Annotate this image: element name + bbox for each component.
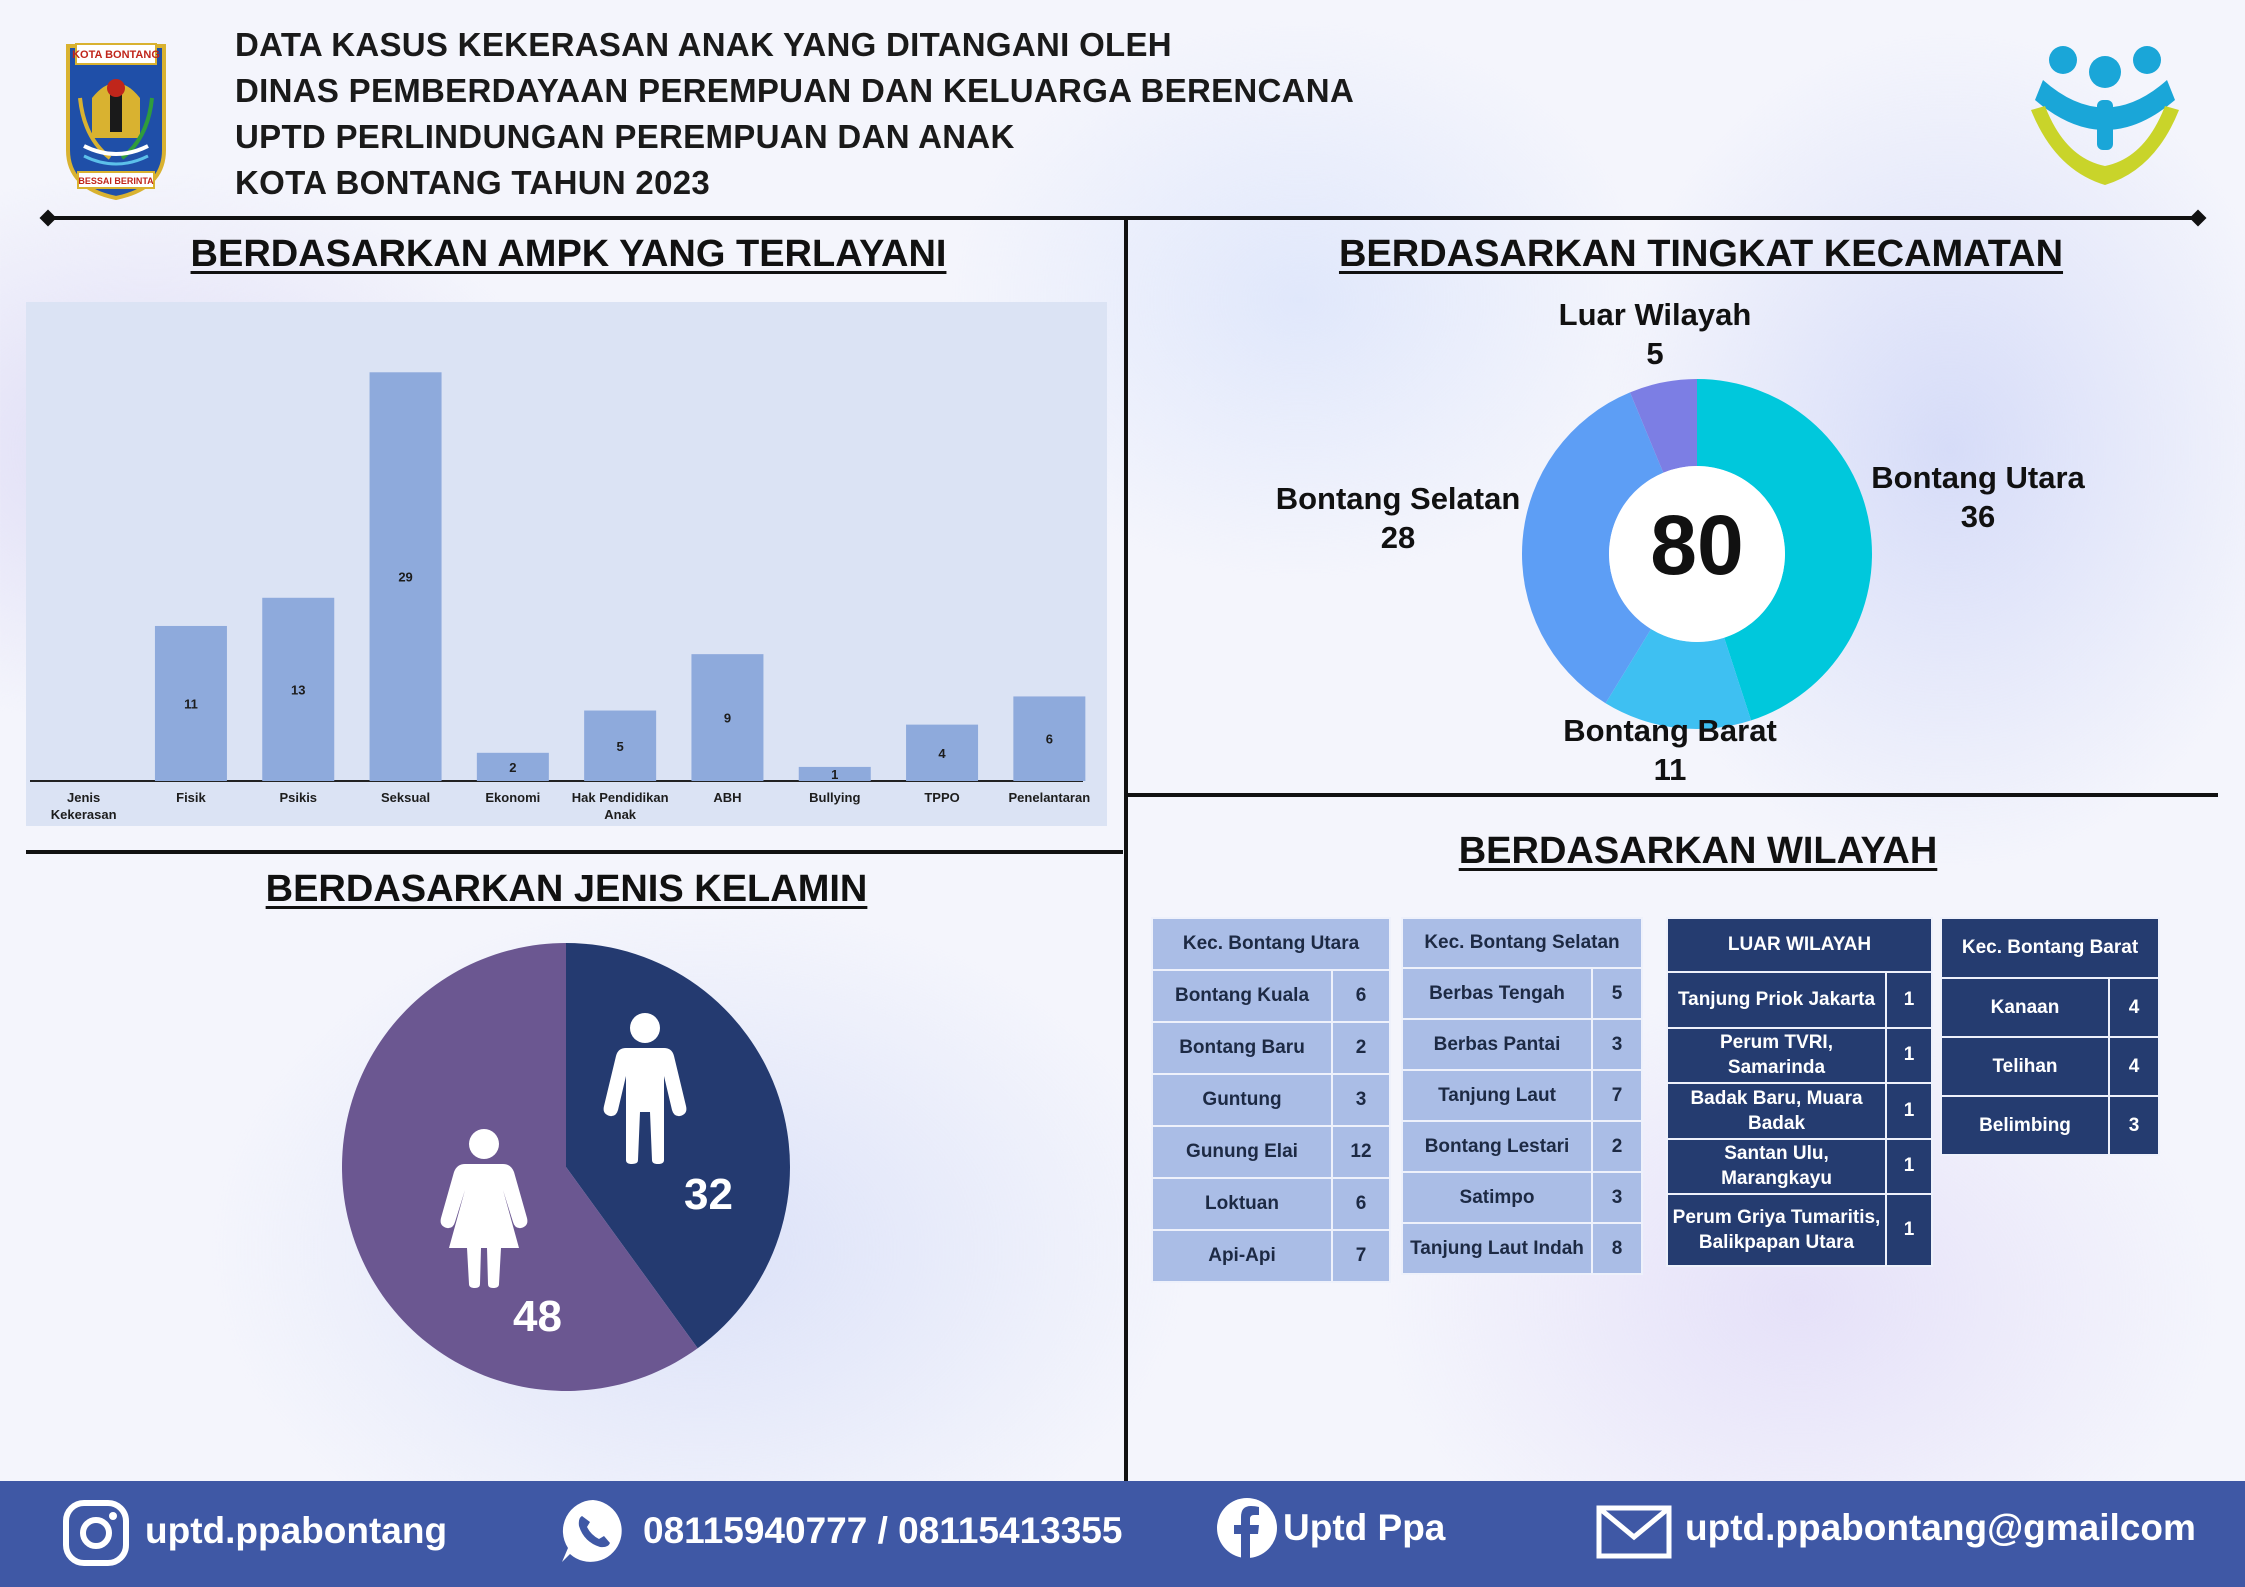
location-name: Tanjung Priok Jakarta xyxy=(1667,972,1886,1028)
case-count: 6 xyxy=(1332,970,1390,1022)
donut-label-value: 36 xyxy=(1960,499,1996,534)
tick-label: TPPO xyxy=(924,790,960,805)
divider-diamond-left xyxy=(40,210,57,227)
table-bontang-barat xyxy=(1940,917,2160,1156)
case-count: 1 xyxy=(1886,1083,1932,1139)
section-title-kelamin: BERDASARKAN JENIS KELAMIN xyxy=(265,868,868,910)
location-name: Tanjung Laut xyxy=(1402,1070,1592,1121)
case-count: 3 xyxy=(1592,1172,1642,1223)
data-label: 9 xyxy=(723,710,732,726)
table-row xyxy=(1402,968,1642,1019)
donut-label-text: Bontang Selatan xyxy=(1275,481,1521,516)
location-name: Berbas Pantai xyxy=(1402,1019,1592,1070)
section-title-wilayah: BERDASARKAN WILAYAH xyxy=(1458,830,1938,872)
header-divider xyxy=(48,216,2198,220)
case-count: 1 xyxy=(1886,1139,1932,1195)
data-label: 13 xyxy=(291,682,306,698)
location-name: Gunung Elai xyxy=(1152,1126,1332,1178)
table-row xyxy=(1152,1230,1390,1282)
location-name: Satimpo xyxy=(1402,1172,1592,1223)
gender-pie-chart xyxy=(341,942,791,1392)
table-row xyxy=(1402,1070,1642,1121)
table-row xyxy=(1667,1139,1932,1195)
header-line-2: DINAS PEMBERDAYAAN PEREMPUAN DAN KELUARGA BERENCANA xyxy=(235,72,1355,109)
male-count: 32 xyxy=(684,1170,733,1219)
case-count: 2 xyxy=(1592,1121,1642,1172)
mail-icon[interactable] xyxy=(1596,1505,1672,1559)
location-name: Guntung xyxy=(1152,1074,1332,1126)
ampk-bar-chart xyxy=(26,302,1107,826)
tick-label: Hak Pendidikan xyxy=(571,790,669,805)
tick-label: Jenis xyxy=(67,790,101,805)
tick-label: Bullying xyxy=(809,790,861,805)
case-count: 4 xyxy=(2109,978,2159,1037)
location-name: Santan Ulu, Marangkayu xyxy=(1667,1139,1886,1195)
tick-label: Kekerasan xyxy=(50,807,117,822)
facebook-icon[interactable] xyxy=(1215,1496,1279,1560)
location-name: Loktuan xyxy=(1152,1178,1332,1230)
header-line-1: DATA KASUS KEKERASAN ANAK YANG DITANGANI OLEH xyxy=(235,26,1172,63)
data-label: 5 xyxy=(616,738,624,754)
donut-total: 80 xyxy=(1650,498,1744,592)
table-row xyxy=(1667,972,1932,1028)
uptd-ppa-logo xyxy=(2025,40,2185,190)
table-header: Kec. Bontang Utara xyxy=(1152,918,1390,970)
case-count: 1 xyxy=(1886,972,1932,1028)
right-horizontal-divider xyxy=(1128,793,2218,797)
footer-instagram[interactable]: uptd.ppabontang xyxy=(145,1510,448,1551)
data-label: 2 xyxy=(509,759,517,775)
header-line-3: UPTD PERLINDUNGAN PEREMPUAN DAN ANAK xyxy=(235,118,1015,155)
location-name: Perum TVRI, Samarinda xyxy=(1667,1028,1886,1084)
table-row xyxy=(1402,1172,1642,1223)
table-row xyxy=(1152,970,1390,1022)
case-count: 1 xyxy=(1886,1028,1932,1084)
table-luar-wilayah xyxy=(1666,917,1933,1267)
footer-phone[interactable]: 08115940777 / 08115413355 xyxy=(643,1510,1123,1551)
location-name: Bontang Kuala xyxy=(1152,970,1332,1022)
kota-bontang-emblem xyxy=(62,38,170,200)
section-title-kecamatan: BERDASARKAN TINGKAT KECAMATAN xyxy=(1338,233,2064,275)
table-row xyxy=(1941,978,2159,1037)
case-count: 4 xyxy=(2109,1037,2159,1096)
case-count: 5 xyxy=(1592,968,1642,1019)
tick-label: Ekonomi xyxy=(485,790,541,805)
table-row xyxy=(1402,1121,1642,1172)
table-row xyxy=(1667,1083,1932,1139)
tick-label: Fisik xyxy=(176,790,206,805)
tick-label: ABH xyxy=(713,790,742,805)
donut-label-value: 5 xyxy=(1646,336,1664,371)
donut-label-bontang-utara xyxy=(1860,458,2096,536)
table-row xyxy=(1402,1223,1642,1274)
tick-label: Penelantaran xyxy=(1008,790,1091,805)
table-row xyxy=(1152,1126,1390,1178)
tick-label: Psikis xyxy=(279,790,318,805)
data-label: 4 xyxy=(938,745,946,761)
location-name: Perum Griya Tumaritis, Balikpapan Utara xyxy=(1667,1194,1886,1266)
table-row xyxy=(1667,1194,1932,1266)
donut-label-value: 28 xyxy=(1380,520,1416,555)
girl-icon xyxy=(437,1128,531,1288)
divider-diamond-right xyxy=(2190,210,2207,227)
table-row xyxy=(1667,1028,1932,1084)
table-row xyxy=(1152,1022,1390,1074)
case-count: 8 xyxy=(1592,1223,1642,1274)
svg-text:KOTA BONTANG: KOTA BONTANG xyxy=(72,49,160,61)
table-header: Kec. Bontang Selatan xyxy=(1402,918,1642,968)
whatsapp-icon[interactable] xyxy=(558,1496,628,1566)
tick-label: Seksual xyxy=(380,790,431,805)
female-count: 48 xyxy=(513,1292,562,1341)
boy-icon xyxy=(600,1012,690,1164)
table-row xyxy=(1152,1178,1390,1230)
location-name: Telihan xyxy=(1941,1037,2109,1096)
location-name: Bontang Baru xyxy=(1152,1022,1332,1074)
table-row xyxy=(1941,1037,2159,1096)
table-header: Kec. Bontang Barat xyxy=(1941,918,2159,978)
header-line-4: KOTA BONTANG TAHUN 2023 xyxy=(235,164,711,201)
table-bontang-selatan xyxy=(1401,917,1643,1275)
location-name: Berbas Tengah xyxy=(1402,968,1592,1019)
location-name: Belimbing xyxy=(1941,1096,2109,1155)
case-count: 7 xyxy=(1592,1070,1642,1121)
tick-label: Anak xyxy=(604,807,637,822)
donut-label-luar-wilayah xyxy=(1540,295,1770,373)
footer-email[interactable]: uptd.ppabontang@gmailcom xyxy=(1685,1507,2196,1548)
donut-label-text: Bontang Utara xyxy=(1871,460,2085,495)
location-name: Bontang Lestari xyxy=(1402,1121,1592,1172)
case-count: 7 xyxy=(1332,1230,1390,1282)
location-name: Tanjung Laut Indah xyxy=(1402,1223,1592,1274)
donut-label-bontang-selatan xyxy=(1268,479,1528,557)
case-count: 1 xyxy=(1886,1194,1932,1266)
data-label: 29 xyxy=(398,569,413,585)
data-label: 6 xyxy=(1045,731,1053,747)
location-name: Api-Api xyxy=(1152,1230,1332,1282)
table-row xyxy=(1402,1019,1642,1070)
donut-label-value: 11 xyxy=(1653,752,1687,787)
donut-label-text: Bontang Barat xyxy=(1563,713,1777,748)
case-count: 3 xyxy=(1592,1019,1642,1070)
donut-label-bontang-barat xyxy=(1555,711,1785,789)
donut-label-text: Luar Wilayah xyxy=(1558,297,1752,332)
table-bontang-utara xyxy=(1151,917,1391,1283)
left-horizontal-divider xyxy=(26,850,1123,854)
data-label: 1 xyxy=(831,766,839,782)
table-row xyxy=(1941,1096,2159,1155)
data-label: 11 xyxy=(184,696,198,712)
footer-facebook[interactable]: Uptd Ppa xyxy=(1283,1507,1446,1548)
table-row xyxy=(1152,1074,1390,1126)
instagram-icon[interactable] xyxy=(62,1499,130,1567)
case-count: 12 xyxy=(1332,1126,1390,1178)
location-name: Kanaan xyxy=(1941,978,2109,1037)
section-title-ampk: BERDASARKAN AMPK YANG TERLAYANI xyxy=(190,233,947,275)
case-count: 3 xyxy=(1332,1074,1390,1126)
case-count: 6 xyxy=(1332,1178,1390,1230)
case-count: 3 xyxy=(2109,1096,2159,1155)
table-header: LUAR WILAYAH xyxy=(1667,918,1932,972)
location-name: Badak Baru, Muara Badak xyxy=(1667,1083,1886,1139)
case-count: 2 xyxy=(1332,1022,1390,1074)
svg-text:BESSAI BERINTA: BESSAI BERINTA xyxy=(78,176,154,186)
